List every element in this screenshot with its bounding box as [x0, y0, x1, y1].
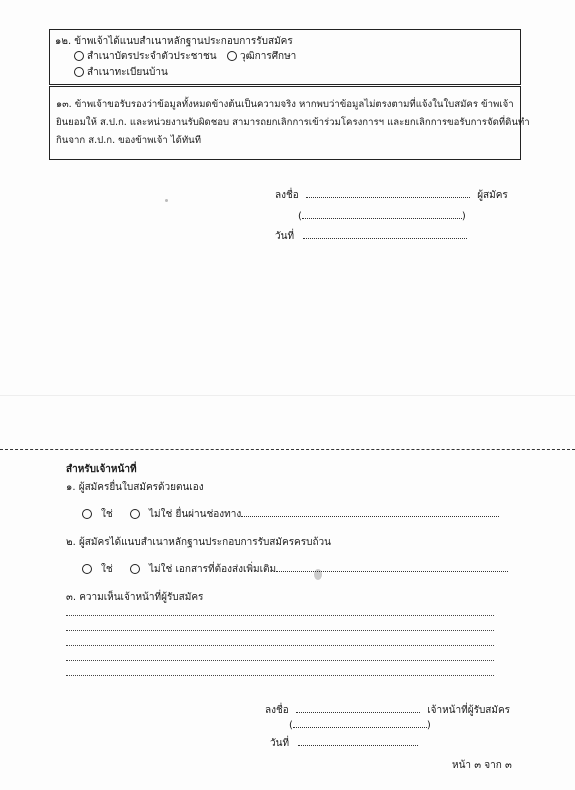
- applicant-role-label: ผู้สมัคร: [477, 190, 508, 201]
- officer-q2-no[interactable]: ไม่ใช่ เอกสารที่ต้องส่งเพิ่มเติม: [130, 562, 508, 577]
- applicant-name-row: ( ): [298, 211, 466, 222]
- radio-circle-icon: [74, 67, 84, 77]
- applicant-sign-row: [275, 188, 508, 203]
- applicant-date-row: [275, 229, 467, 244]
- officer-q2-yes[interactable]: ใช่: [82, 562, 113, 577]
- officer-sign-label: ลงชื่อ: [265, 705, 289, 716]
- radio-circle-icon: [74, 51, 84, 61]
- officer-signature-field[interactable]: [296, 704, 420, 713]
- radio-circle-icon: [130, 564, 140, 574]
- officer-heading: สำหรับเจ้าหน้าที่: [66, 464, 137, 475]
- radio-circle-icon: [82, 564, 92, 574]
- cut-line: [0, 449, 575, 450]
- officer-sign-row: [265, 703, 510, 718]
- officer-q2-documents-field[interactable]: [276, 563, 508, 572]
- item13-line-3: กินจาก ส.ป.ก. ของข้าพเจ้า ได้ทันที: [56, 135, 202, 146]
- comment-line[interactable]: [66, 630, 494, 631]
- applicant-date-field[interactable]: [303, 230, 467, 239]
- applicant-date-label: วันที่: [275, 231, 295, 242]
- officer-date-label: วันที่: [270, 738, 290, 749]
- comment-line[interactable]: [66, 660, 494, 661]
- page-number: หน้า ๓ จาก ๓: [452, 760, 512, 771]
- radio-circle-icon: [130, 509, 140, 519]
- officer-q1-yes[interactable]: ใช่: [82, 507, 113, 522]
- officer-date-field[interactable]: [298, 737, 418, 746]
- applicant-name-field[interactable]: [302, 210, 462, 219]
- officer-q2: ๒. ผู้สมัครได้แนบสำเนาหลักฐานประกอบการรับสมัครครบถ้วน: [66, 537, 331, 548]
- officer-name-field[interactable]: [293, 719, 427, 728]
- item12-option-id-card[interactable]: สำเนาบัตรประจำตัวประชาชน: [74, 49, 217, 64]
- item13-line-1: ๑๓. ข้าพเจ้าขอรับรองว่าข้อมูลทั้งหมดข้างต้นเป็นความจริง หากพบว่าข้อมูลไม่ตรงตามที่แจ้งในใบสมัคร ข้าพเจ้า: [56, 99, 514, 110]
- paper-crease: [0, 395, 575, 396]
- item13-line-2: ยินยอมให้ ส.ป.ก. และหน่วยงานรับผิดชอบ สามารถยกเลิกการเข้าร่วมโครงการฯ และยกเลิกการขอรับการจัดที่ดินทำ: [56, 117, 530, 128]
- officer-role-label: เจ้าหน้าที่ผู้รับสมัคร: [427, 705, 511, 716]
- item12-option-house-registration[interactable]: สำเนาทะเบียนบ้าน: [74, 65, 168, 80]
- officer-q1-no[interactable]: ไม่ใช่ ยื่นผ่านช่องทาง: [130, 507, 499, 522]
- paper-speck: [165, 199, 168, 202]
- officer-q3: ๓. ความเห็นเจ้าหน้าที่ผู้รับสมัคร: [66, 592, 204, 603]
- item12-title: ๑๒. ข้าพเจ้าได้แนบสำเนาหลักฐานประกอบการรับสมัคร: [55, 36, 293, 47]
- radio-circle-icon: [227, 51, 237, 61]
- radio-circle-icon: [82, 509, 92, 519]
- officer-date-row: [270, 736, 418, 751]
- comment-line[interactable]: [66, 645, 494, 646]
- officer-q1: ๑. ผู้สมัครยื่นใบสมัครด้วยตนเอง: [66, 482, 204, 493]
- officer-q1-channel-field[interactable]: [241, 508, 499, 517]
- applicant-signature-field[interactable]: [306, 189, 470, 198]
- comment-line[interactable]: [66, 675, 494, 676]
- item12-option-education[interactable]: วุฒิการศึกษา: [227, 49, 296, 64]
- officer-name-row: ( ): [289, 720, 431, 731]
- applicant-sign-label: ลงชื่อ: [275, 190, 299, 201]
- comment-line[interactable]: [66, 615, 494, 616]
